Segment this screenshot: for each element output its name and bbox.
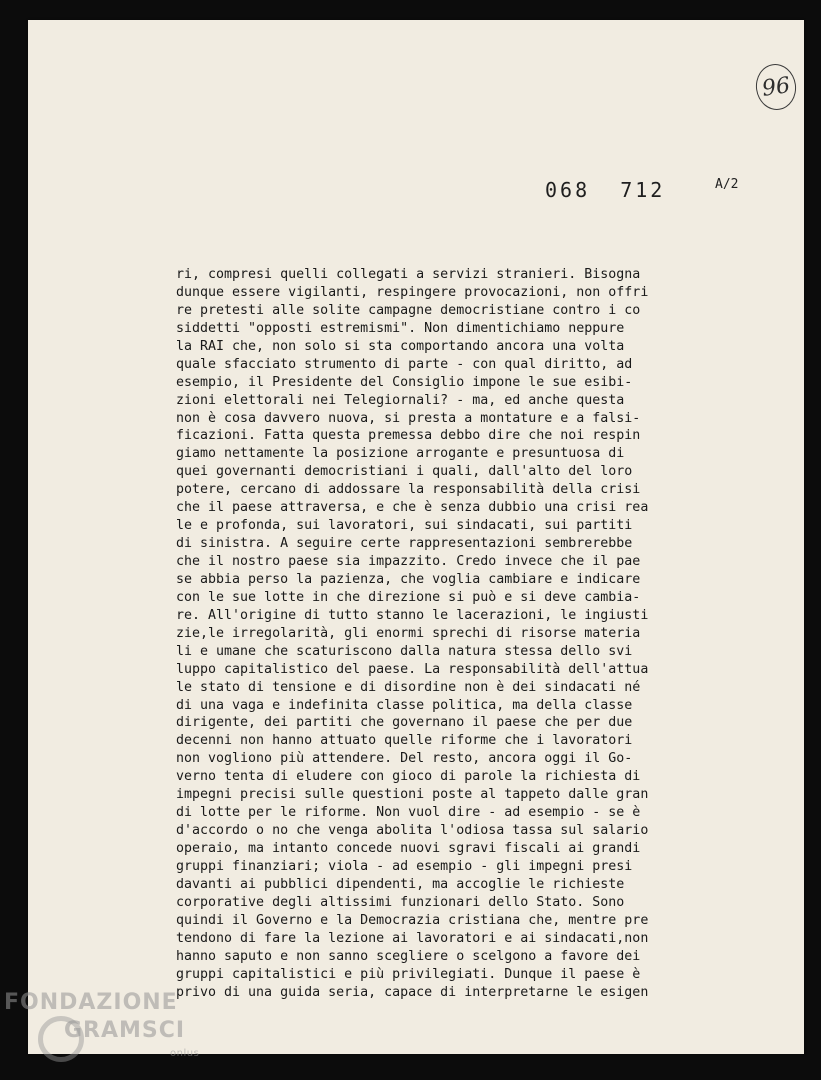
- text-line: le stato di tensione e di disordine non è dei sindacati né: [176, 679, 641, 695]
- text-line: non vogliono più attendere. Del resto, ancora oggi il Go-: [176, 751, 633, 767]
- text-line: gruppi finanziari; viola - ad esempio - gli impegni presi: [176, 858, 633, 874]
- body-text: [176, 266, 746, 1001]
- text-line: non è cosa davvero nuova, si presta a montature e a falsi-: [176, 410, 641, 426]
- text-line: di sinistra. A seguire certe rappresentazioni sembrerebbe: [176, 536, 633, 552]
- text-line: hanno saputo e non sanno scegliere o scelgono a favore dei: [176, 948, 641, 964]
- watermark-line-1: FONDAZIONE: [4, 990, 178, 1015]
- text-line: siddetti "opposti estremismi". Non dimentichiamo neppure: [176, 320, 625, 336]
- watermark-line-3: onlus: [170, 1048, 200, 1059]
- text-line: con le sue lotte in che direzione si può e si deve cambia-: [176, 589, 641, 605]
- text-line: corporative degli altissimi funzionari dello Stato. Sono: [176, 894, 625, 910]
- text-line: dunque essere vigilanti, respingere provocazioni, non offri: [176, 284, 649, 300]
- text-line: se abbia perso la pazienza, che voglia cambiare e indicare: [176, 571, 641, 587]
- text-line: verno tenta di eludere con gioco di parole la richiesta di: [176, 769, 641, 785]
- text-line: che il nostro paese sia impazzito. Credo invece che il pae: [176, 554, 641, 569]
- text-line: d'accordo o no che venga abolita l'odiosa tassa sul salario: [176, 823, 649, 839]
- text-line: zie,le irregolarità, gli enormi sprechi di risorse materia: [176, 625, 641, 641]
- text-line: ficazioni. Fatta questa premessa debbo dire che noi respin: [176, 428, 641, 444]
- text-line: impegni precisi sulle questioni poste al tappeto dalle gran: [176, 787, 649, 803]
- text-line: ri, compresi quelli collegati a servizi stranieri. Bisogna: [176, 267, 641, 282]
- text-line: quindi il Governo e la Democrazia cristiana che, mentre pre: [176, 912, 649, 928]
- text-line: quale sfacciato strumento di parte - con qual diritto, ad: [176, 356, 633, 372]
- text-line: la RAI che, non solo si sta comportando ancora una volta: [176, 338, 625, 354]
- page-number-circle: 96: [753, 61, 799, 112]
- text-line: tendono di fare la lezione ai lavoratori e ai sindacati,non: [176, 930, 649, 946]
- sheet-reference: A/2: [715, 177, 739, 192]
- watermark-line-2: GRAMSCI: [64, 1018, 186, 1043]
- text-line: re. All'origine di tutto stanno le lacerazioni, le ingiusti: [176, 607, 649, 623]
- document-code: 068 712: [545, 178, 666, 202]
- text-line: davanti ai pubblici dipendenti, ma accoglie le richieste: [176, 876, 625, 892]
- text-line: di una vaga e indefinita classe politica, ma della classe: [176, 697, 633, 713]
- text-line: gruppi capitalistici e più privilegiati. Dunque il paese è: [176, 966, 641, 982]
- text-line: li e umane che scaturiscono dalla natura stessa dello svi: [176, 643, 633, 659]
- text-line: che il paese attraversa, e che è senza dubbio una crisi rea: [176, 500, 649, 516]
- text-line: le e profonda, sui lavoratori, sui sindacati, sui partiti: [176, 518, 633, 534]
- text-line: re pretesti alle solite campagne democristiane contro i co: [176, 302, 641, 318]
- text-line: quei governanti democristiani i quali, dall'alto del loro: [176, 464, 633, 480]
- text-line: potere, cercano di addossare la responsabilità della crisi: [176, 482, 641, 498]
- text-line: luppo capitalistico del paese. La responsabilità dell'attua: [176, 661, 649, 677]
- text-line: esempio, il Presidente del Consiglio impone le sue esibi-: [176, 374, 633, 390]
- text-line: operaio, ma intanto concede nuovi sgravi fiscali ai grandi: [176, 841, 641, 856]
- text-line: zioni elettorali nei Telegiornali? - ma, ed anche questa: [176, 392, 625, 408]
- text-line: decenni non hanno attuato quelle riforme che i lavoratori: [176, 733, 633, 749]
- text-line: dirigente, dei partiti che governano il paese che per due: [176, 715, 633, 731]
- archive-watermark: [4, 990, 214, 1070]
- text-line: giamo nettamente la posizione arrogante e presuntuosa di: [176, 446, 625, 462]
- text-line: di lotte per le riforme. Non vuol dire - ad esempio - se è: [176, 805, 641, 821]
- text-line: privo di una guida seria, capace di interpretarne le esigen: [176, 984, 649, 1000]
- document-page: [28, 20, 804, 1054]
